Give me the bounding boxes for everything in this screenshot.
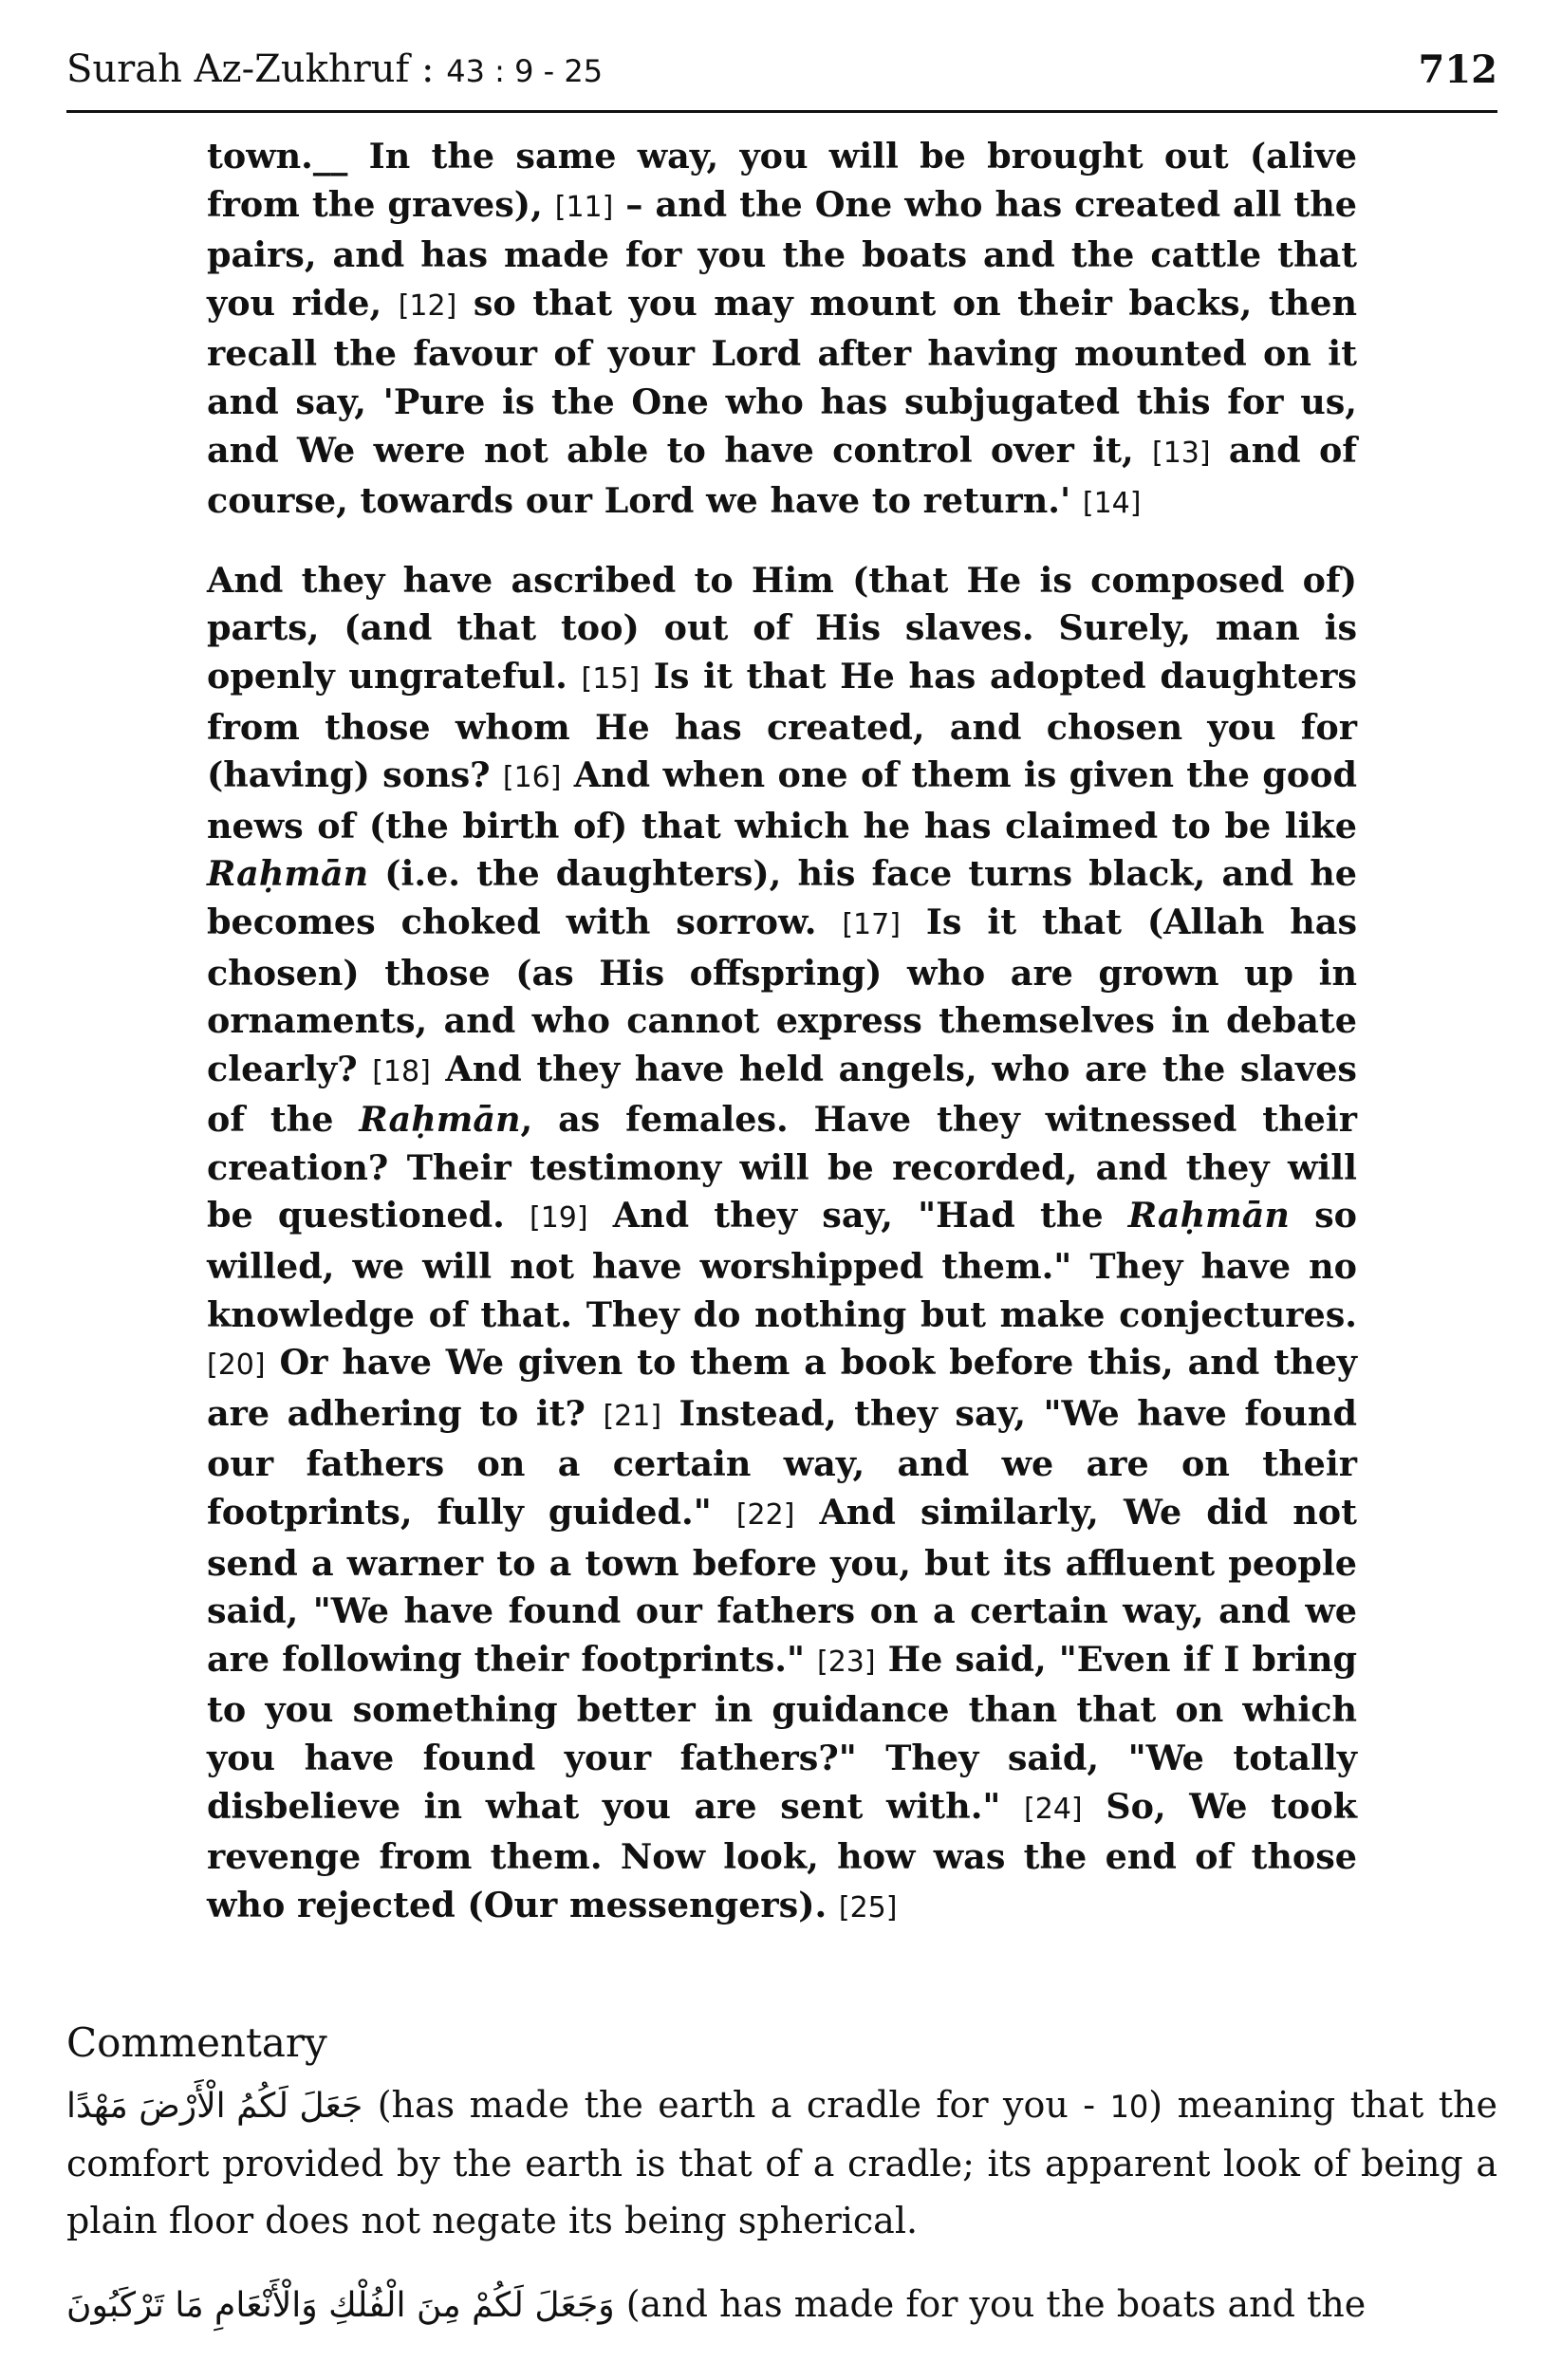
commentary-heading: Commentary bbox=[66, 2019, 327, 2066]
verse-number: [21] bbox=[603, 1399, 662, 1433]
text-run: And they say, "Had the bbox=[587, 1195, 1128, 1236]
surah-name: Surah Az-Zukhruf : bbox=[66, 47, 435, 91]
page-header bbox=[66, 44, 1497, 113]
text-run: – and the One who has created all the pairs, and has made for you the boats and the cattle that you ride, bbox=[207, 183, 1357, 324]
text-run: and of course, towards our Lord we have to return.' bbox=[207, 429, 1358, 522]
verse-number: [11] bbox=[554, 190, 614, 224]
text-run: Instead, they say, "We have found our fathers on a certain way, and we are on their footprints, fully guided." bbox=[207, 1392, 1357, 1534]
text-run: , as females. Have they witnessed their creation? Their testimony will be recorded, and they will be questioned. bbox=[207, 1099, 1357, 1236]
text-run: so that you may mount on their backs, then recall the favour of your Lord after having mounted on it and say, 'Pure is the One who has subjugated this for us, and We were not able to have control over it, bbox=[207, 282, 1357, 471]
text-run: And they have held angels, who are the slaves of the bbox=[207, 1048, 1357, 1141]
verse-number: [16] bbox=[502, 761, 562, 795]
verse-reference: 10 bbox=[1109, 2089, 1149, 2125]
text-run: And when one of them is given the good news of (the birth of) that which he has claimed to be like bbox=[207, 754, 1357, 846]
verse-number: [17] bbox=[842, 907, 901, 941]
verse-number: [24] bbox=[1024, 1792, 1083, 1826]
arabic-quote: جَعَلَ لَكُمُ الْأَرْضَ مَهْدًا bbox=[66, 2087, 363, 2126]
translation-paragraph bbox=[207, 133, 1357, 529]
translation-paragraph bbox=[207, 557, 1357, 1933]
verse-number: [18] bbox=[372, 1054, 431, 1088]
italic-term: Raḥmān bbox=[359, 1099, 521, 1141]
translation-block bbox=[207, 133, 1357, 1961]
text-run: so willed, we will not have worshipped them." They have no knowledge of that. They do nothing but make conjectures. bbox=[207, 1195, 1357, 1335]
page-number: 712 bbox=[1418, 47, 1497, 92]
text-run: ) meaning that the comfort provided by the earth is that of a cradle; its apparent look of being a plain floor does not negate its being spherical. bbox=[66, 2084, 1497, 2241]
text-run: So, We took revenge from them. Now look, how was the end of those who rejected (Our messengers). bbox=[207, 1785, 1357, 1925]
text-run: And they have ascribed to Him (that He is composed of) parts, (and that too) out of His slaves. Surely, man is openly ungrateful. bbox=[207, 559, 1357, 697]
text-run: Or have We given to them a book before this, and they are adhering to it? bbox=[207, 1342, 1357, 1434]
verse-number: [20] bbox=[207, 1348, 266, 1383]
verse-number: [12] bbox=[398, 288, 457, 323]
italic-term: Raḥmān bbox=[207, 853, 369, 895]
text-run: town. bbox=[207, 136, 313, 177]
commentary-text bbox=[66, 2076, 1497, 2249]
text-run: Is it that He has adopted daughters from those whom He has created, and chosen you for (having) sons? bbox=[207, 655, 1357, 796]
commentary-text bbox=[66, 2276, 1497, 2334]
verse-range: 43 : 9 - 25 bbox=[446, 53, 604, 89]
verse-number: [22] bbox=[735, 1498, 795, 1533]
verse-number: [15] bbox=[581, 661, 641, 696]
commentary-paragraph bbox=[66, 2276, 1497, 2334]
text-run: __ In the same way, you will be brought out (alive from the graves), bbox=[207, 136, 1357, 225]
text-run: (has made the earth a cradle for you - bbox=[363, 2084, 1110, 2126]
running-title bbox=[66, 47, 603, 91]
text-run: (and has made for you the boats and the bbox=[614, 2283, 1367, 2325]
text-run: Is it that (Allah has chosen) those (as His offspring) who are grown up in ornaments, and who cannot express themselves in debate clearly? bbox=[207, 901, 1357, 1089]
verse-number: [13] bbox=[1152, 436, 1211, 470]
verse-number: [25] bbox=[838, 1890, 898, 1924]
italic-term: Raḥmān bbox=[1127, 1195, 1290, 1236]
text-run: (i.e. the daughters), his face turns black, and he becomes choked with sorrow. bbox=[207, 853, 1357, 942]
verse-number: [19] bbox=[529, 1201, 588, 1236]
arabic-quote: وَجَعَلَ لَكُمْ مِنَ الْفُلْكِ وَالْأَنْعَامِ مَا تَرْكَبُونَ bbox=[66, 2286, 615, 2325]
text-run: And similarly, We did not send a warner to a town before you, but its affluent people said, "We have found our fathers on a certain way, and we are following their footprints." bbox=[207, 1492, 1357, 1680]
text-run: He said, "Even if I bring to you something better in guidance than that on which you have found your fathers?" They said, "We totally disbelieve in what you are sent with." bbox=[207, 1638, 1358, 1827]
commentary-paragraph bbox=[66, 2076, 1497, 2249]
verse-number: [14] bbox=[1082, 487, 1142, 521]
verse-number: [23] bbox=[817, 1645, 876, 1679]
